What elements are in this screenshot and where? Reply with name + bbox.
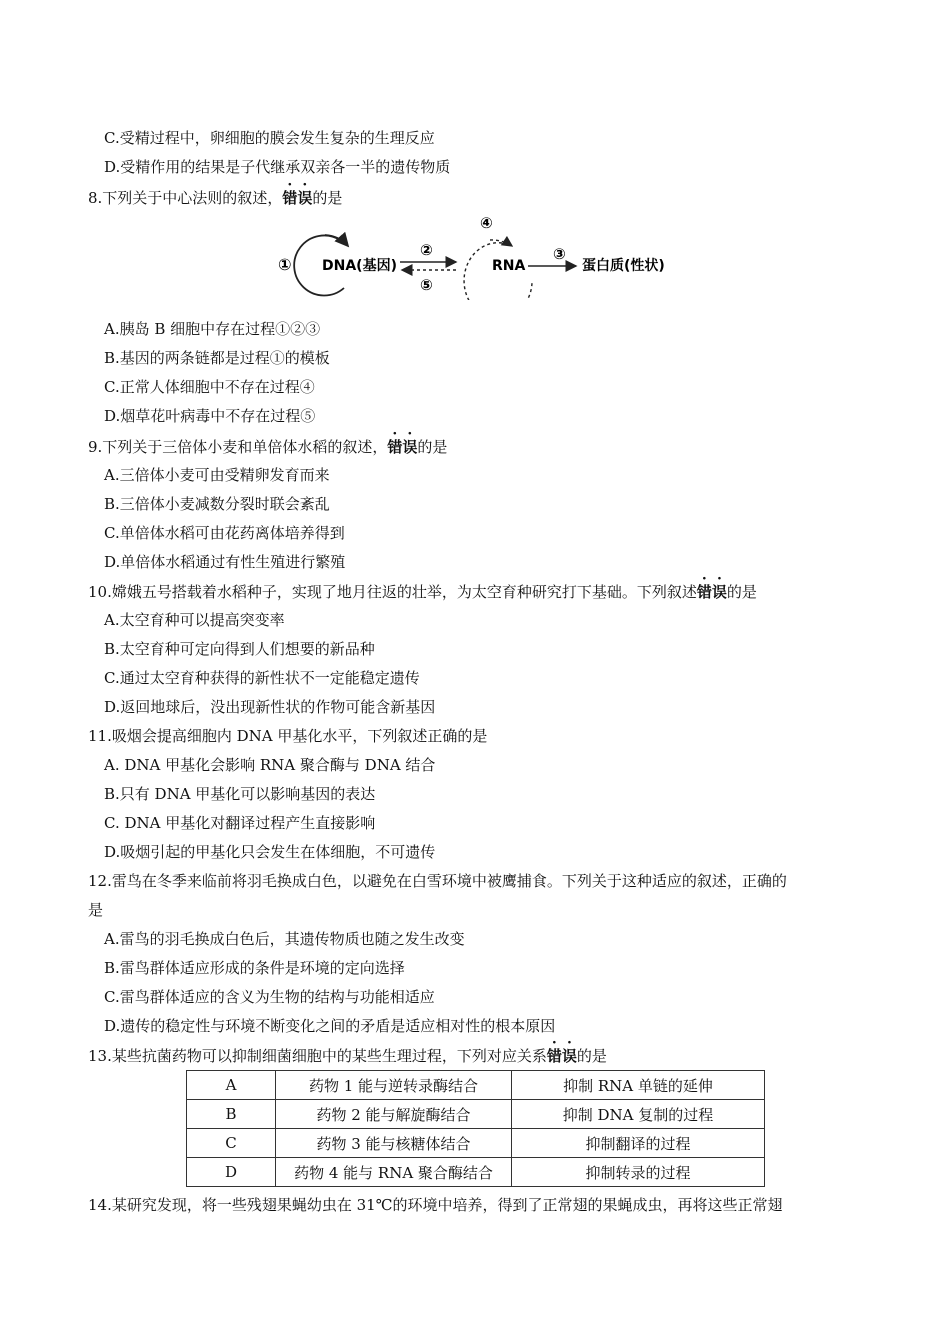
table-row xyxy=(187,1100,765,1129)
table-cell-effect: 抑制翻译的过程 xyxy=(512,1129,765,1158)
q10-stem-text: 10.嫦娥五号搭载着水稻种子，实现了地月往返的壮举，为太空育种研究打下基础。下列叙述 xyxy=(88,583,697,601)
q10-option-b: B.太空育种可定向得到人们想要的新品种 xyxy=(104,640,375,658)
table-row xyxy=(187,1158,765,1187)
q8-option-d: D.烟草花叶病毒中不存在过程⑤ xyxy=(104,407,316,425)
replication-arrow-head xyxy=(325,235,348,246)
q11-option-b: B.只有 DNA 甲基化可以影响基因的表达 xyxy=(104,785,376,803)
emphasis-char: 误 xyxy=(711,583,727,601)
table-cell-drug: 药物 3 能与核糖体结合 xyxy=(276,1129,512,1158)
rna-label: RNA xyxy=(492,258,526,274)
drug-table xyxy=(186,1070,765,1187)
q8-stem-text: 8.下列关于中心法则的叙述， xyxy=(88,189,283,207)
q10-stem xyxy=(88,582,757,602)
table-cell-effect: 抑制 DNA 复制的过程 xyxy=(512,1100,765,1129)
q13-stem xyxy=(88,1046,607,1066)
q14-stem: 14.某研究发现，将一些残翅果蝇幼虫在 31℃的环境中培养，得到了正常翅的果蝇成虫，再将这些正常翅 xyxy=(88,1196,783,1214)
q7-option-d: D.受精作用的结果是子代继承双亲各一半的遗传物质 xyxy=(104,158,451,176)
q8-stem xyxy=(88,188,342,208)
dna-label: DNA(基因) xyxy=(322,258,397,274)
q12-stem: 12.雷鸟在冬季来临前将羽毛换成白色，以避免在白雪环境中被鹰捕食。下列关于这种适应的叙述，正确的 xyxy=(88,872,787,890)
q9-stem-end: 的是 xyxy=(417,438,448,456)
q12-option-b: B.雷鸟群体适应形成的条件是环境的定向选择 xyxy=(104,959,405,977)
emphasis-char: 误 xyxy=(402,438,418,456)
q8-option-b: B.基因的两条链都是过程①的模板 xyxy=(104,349,330,367)
table-cell-option: B xyxy=(187,1100,276,1129)
q9-option-c: C.单倍体水稻可由花药离体培养得到 xyxy=(104,524,345,542)
q10-option-a: A.太空育种可以提高突变率 xyxy=(104,611,285,629)
central-dogma-diagram xyxy=(270,210,680,300)
table-cell-effect: 抑制 RNA 单链的延伸 xyxy=(512,1071,765,1100)
q11-option-d: D.吸烟引起的甲基化只会发生在体细胞，不可遗传 xyxy=(104,843,436,861)
table-cell-drug: 药物 1 能与逆转录酶结合 xyxy=(276,1071,512,1100)
table-cell-drug: 药物 4 能与 RNA 聚合酶结合 xyxy=(276,1158,512,1187)
q10-stem-end: 的是 xyxy=(726,583,757,601)
emphasis-char: 错 xyxy=(282,189,298,207)
table-cell-option: D xyxy=(187,1158,276,1187)
q8-stem-end: 的是 xyxy=(312,189,343,207)
q13-stem-text: 13.某些抗菌药物可以抑制细菌细胞中的某些生理过程，下列对应关系 xyxy=(88,1047,547,1065)
q9-stem xyxy=(88,437,447,457)
q10-option-d: D.返回地球后，没出现新性状的作物可能含新基因 xyxy=(104,698,436,716)
q12-option-c: C.雷鸟群体适应的含义为生物的结构与功能相适应 xyxy=(104,988,435,1006)
emphasis-char: 误 xyxy=(561,1047,577,1065)
table-cell-effect: 抑制转录的过程 xyxy=(512,1158,765,1187)
q9-option-d: D.单倍体水稻通过有性生殖进行繁殖 xyxy=(104,553,346,571)
q11-option-a: A. DNA 甲基化会影响 RNA 聚合酶与 DNA 结合 xyxy=(104,756,436,774)
table-cell-drug: 药物 2 能与解旋酶结合 xyxy=(276,1100,512,1129)
process-5-label: ⑤ xyxy=(420,276,433,294)
q13-stem-end: 的是 xyxy=(576,1047,607,1065)
table-cell-option: A xyxy=(187,1071,276,1100)
q8-option-a: A.胰岛 B 细胞中存在过程①②③ xyxy=(104,320,321,338)
q9-option-a: A.三倍体小麦可由受精卵发育而来 xyxy=(104,466,330,484)
q9-option-b: B.三倍体小麦减数分裂时联会紊乱 xyxy=(104,495,330,513)
emphasis-char: 误 xyxy=(297,189,313,207)
q11-option-c: C. DNA 甲基化对翻译过程产生直接影响 xyxy=(104,814,376,832)
emphasis-char: 错 xyxy=(387,438,403,456)
q8-option-c: C.正常人体细胞中不存在过程④ xyxy=(104,378,315,396)
q12-option-d: D.遗传的稳定性与环境不断变化之间的矛盾是适应相对性的根本原因 xyxy=(104,1017,556,1035)
q12-stem-continued: 是 xyxy=(88,901,104,919)
q12-option-a: A.雷鸟的羽毛换成白色后，其遗传物质也随之发生改变 xyxy=(104,930,465,948)
table-cell-option: C xyxy=(187,1129,276,1158)
q11-stem: 11.吸烟会提高细胞内 DNA 甲基化水平，下列叙述正确的是 xyxy=(88,727,488,745)
process-4-label: ④ xyxy=(480,214,493,232)
table-row xyxy=(187,1071,765,1100)
emphasis-char: 错 xyxy=(546,1047,562,1065)
emphasis-char: 错 xyxy=(696,583,712,601)
q9-stem-text: 9.下列关于三倍体小麦和单倍体水稻的叙述， xyxy=(88,438,388,456)
table-row xyxy=(187,1129,765,1158)
protein-label: 蛋白质(性状) xyxy=(582,258,665,274)
process-1-label: ① xyxy=(278,255,292,274)
process-3-label: ③ xyxy=(553,245,566,263)
q7-option-c: C.受精过程中，卵细胞的膜会发生复杂的生理反应 xyxy=(104,129,435,147)
q10-option-c: C.通过太空育种获得的新性状不一定能稳定遗传 xyxy=(104,669,420,687)
process-2-label: ② xyxy=(420,241,433,259)
